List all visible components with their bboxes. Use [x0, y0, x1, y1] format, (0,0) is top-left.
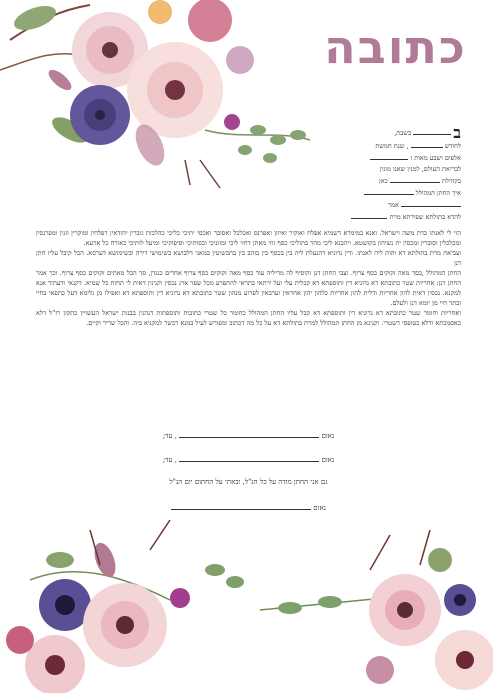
witness-label: נאום: [321, 432, 335, 440]
witness-label: נאום: [321, 456, 335, 464]
blank-field[interactable]: [370, 152, 408, 160]
header-text: לבריאת העולם, למנין שאנו מונין: [379, 165, 461, 173]
body-paragraph: החתן המהולל ,בסך מאה זקוקים כסף צרוף. וצבי החתן דנן והוסיף לה מדיליה עוד כסף מאה זקוקים כסף צרוף אחרים כנגדן, סך הכל מאתים זקוקים כסף צרוף. וכך אמר החתן דנן: אחריות שטר כתובתא דא נדוניא דין ותוספתא דא קבלית עלי ועל ירתאי בתראי להתפרע מכל שפר ארג נכסין וקנינין דאית לי תחות כל שמיא. דקנאי ודעתיד אנא למקנא. נכסין דאית להון אחריות ודלית להון אחריות כלהון יהון אחראין וערבאין לפרוע מנהון שטר כתובתא דא נדוניא דין ותוספתא דא ואפילו מן גלימא דעל כתפאי בחיי ובתר חיי מן יומא דנן ולעלם.: [36, 269, 461, 307]
header-text: איך החתן המהולל: [415, 189, 461, 197]
header-text: אלפים ושבע מאות ו: [410, 154, 461, 162]
groom-label: נאום: [313, 504, 326, 512]
ketubah-title: כתובה: [324, 20, 467, 74]
header-text: להדא בתולתא שפירתא מרת: [389, 213, 461, 221]
groom-signature-field[interactable]: [171, 502, 311, 510]
blank-field[interactable]: [401, 199, 461, 207]
witness-line-2: [36, 454, 461, 468]
groom-declaration: גם אני החתן מודה על כל הנ"ל, ובאתי על החתום יום הנ"ל: [169, 478, 328, 486]
body-paragraph: ואחריות וחומר שטר כתובתא דא נדוניא דין ותוספתא דא קבל עליו החתן המהולל כחומר כל שטרי כתובות ותוספתות דנהגין בבנות ישראל העשויין כתקון רז"ל דלא כאסמכתא ודלא כטופסי דשטרי. וקנינא מן החתן המהולל למרת בתולתא דא על כל מה דכתוב ומפורש לעיל במנא דכשר למקניא ביה. והכל שריר וקיים.: [36, 309, 461, 327]
opening-letter: ב: [453, 123, 461, 142]
body-paragraph: וצביאת מרת בתולתא דא והות ליה לאנתו. ודין נדוניא דהנעלת ליה בין בכסף בין בזהב בין בתכשיטין במאני דלבושא בשימושי דירה ובשימושא דערסא. הכל קיבל עליו חתן דנן: [36, 249, 461, 267]
body-paragraph: הוי לי לאנתו כדת משה וישראל. ואנא במימרא דשמיא אפלח ואוקיר ואיזון ואפרנס ואכלכל ואסובר ואכסי יתיכי כליכי כהלכות גוברין יהודאין דפלחין ומוקרין וזנין ומפרנסין ומכלכלין וסוברין ומכסין ית נשיהון בקושטא. ויהבנא ליכי מהר בתוליכי כסף זוזי מאתן דחזי ליכי ומזוניכי וכסותיכי וסיפוקיכי ומיעל לותיכי כאורח כל ארעא.: [36, 229, 461, 247]
header-text: , שנת חמשת: [375, 142, 409, 150]
witness-line-1: [36, 430, 461, 444]
header-text: אמר: [387, 201, 399, 209]
header-text: לחודש: [444, 142, 461, 150]
bottom-left-flowers-illustration: [0, 520, 270, 693]
bottom-right-flowers-illustration: [250, 530, 493, 693]
witness-suffix: , עד;: [162, 432, 178, 440]
blank-field[interactable]: [364, 187, 414, 195]
header-text: בשבת,: [394, 129, 412, 137]
witness-signature-field[interactable]: [179, 430, 319, 438]
groom-line: [36, 502, 461, 516]
header-text: כאן: [379, 177, 388, 185]
witness-suffix: , עד;: [162, 456, 178, 464]
blank-field[interactable]: [413, 127, 451, 135]
date-place-header: [321, 123, 461, 223]
header-text: בקהילת: [441, 177, 461, 185]
ketubah-body: [36, 228, 461, 328]
blank-field[interactable]: [351, 211, 387, 219]
witness-signature-field[interactable]: [179, 454, 319, 462]
blank-field[interactable]: [390, 175, 440, 183]
top-flowers-illustration: [0, 0, 330, 190]
signature-area: [36, 430, 461, 526]
blank-field[interactable]: [411, 140, 443, 148]
